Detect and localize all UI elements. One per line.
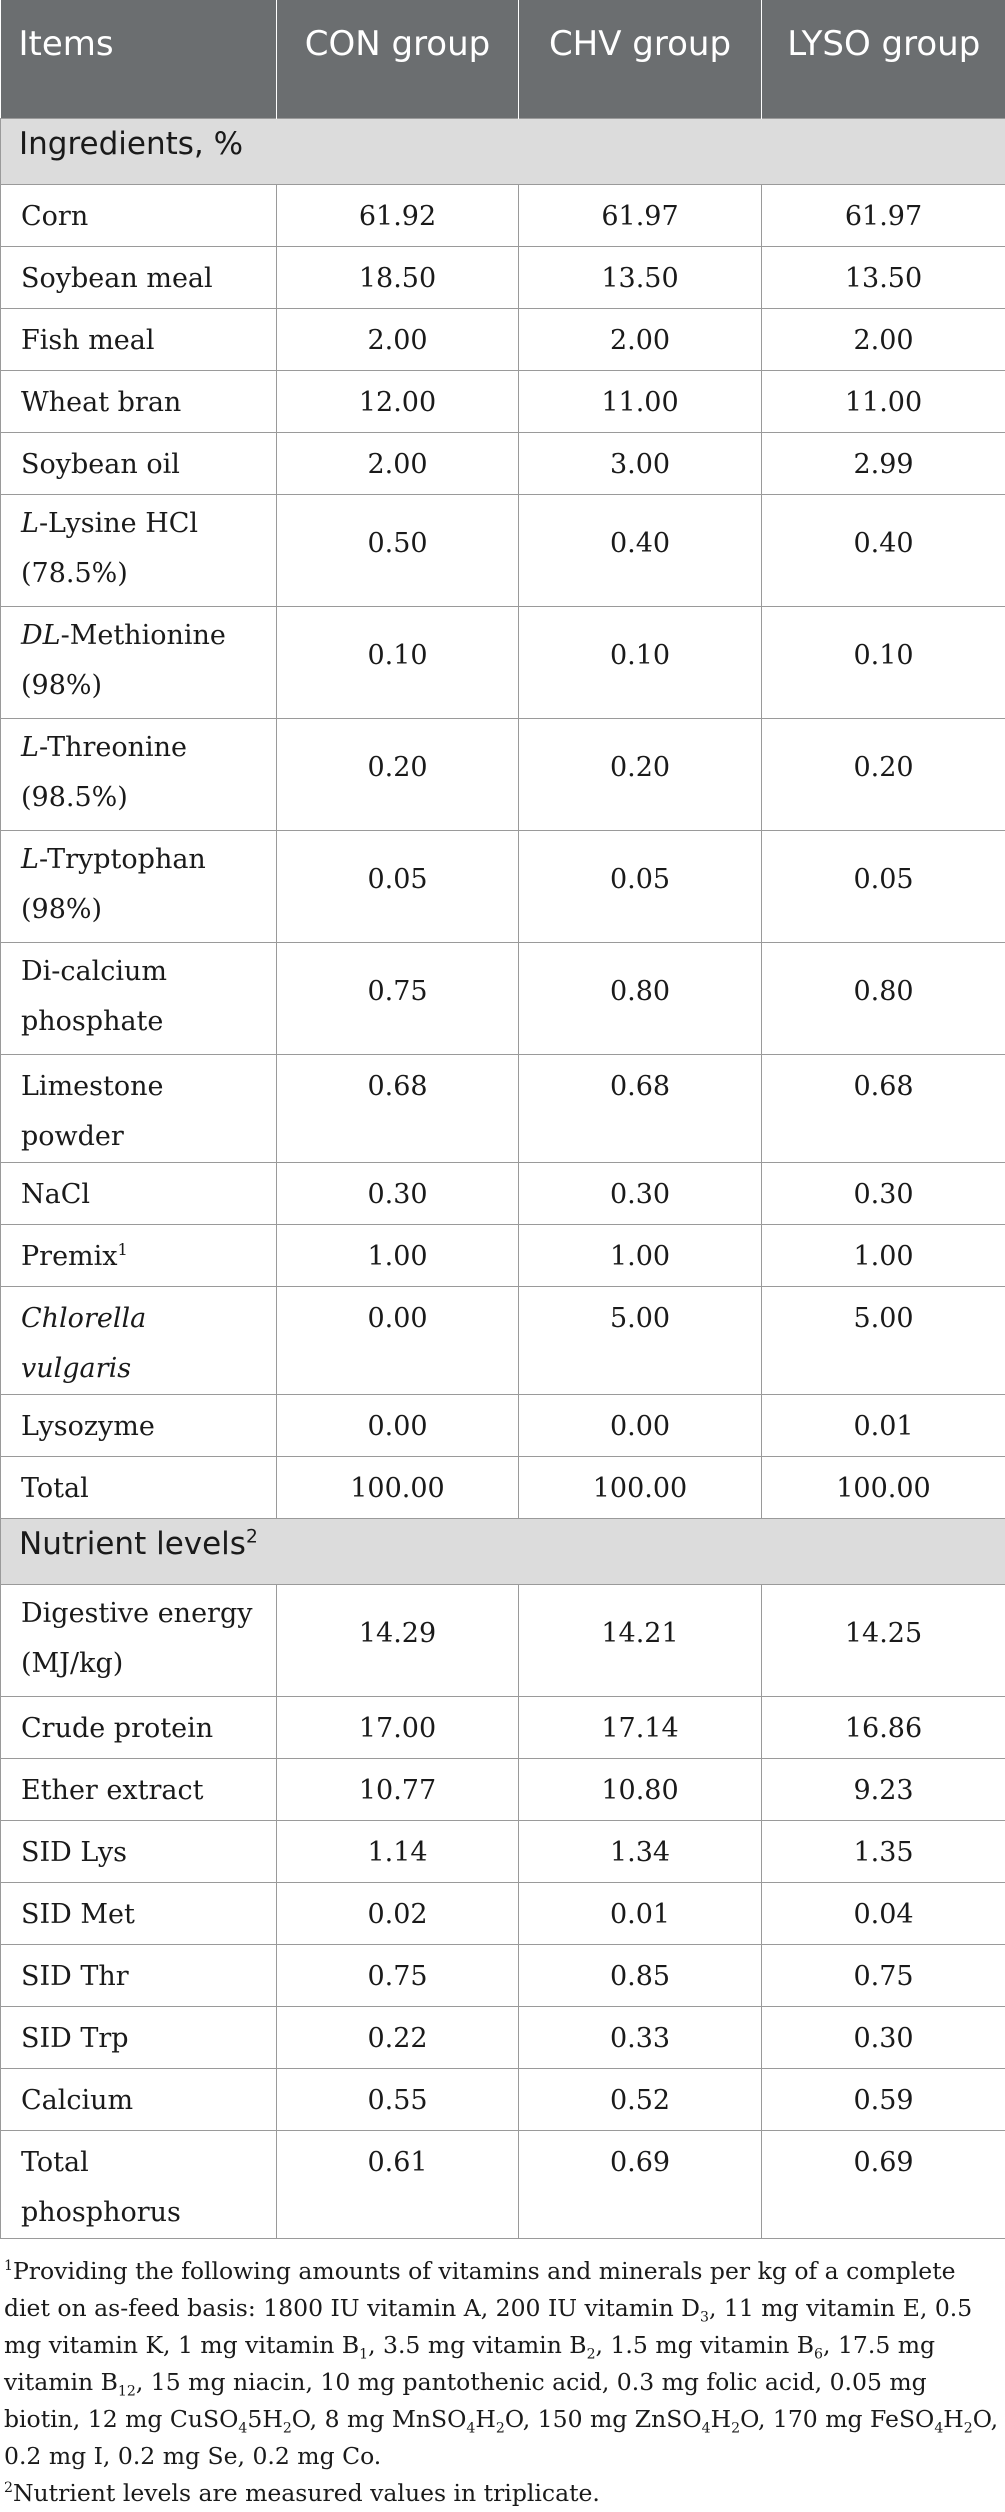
lyso-value: 0.68 (762, 1054, 1005, 1162)
chv-value: 0.30 (519, 1162, 762, 1224)
row-label (1, 1054, 277, 1162)
table-row (1, 830, 1005, 942)
con-value: 14.29 (277, 1584, 519, 1696)
footnote-text: , 15 mg niacin, 10 mg pantothenic acid, 0.3 mg folic acid, 0.05 mg biotin, 12 mg CuSO (4, 2368, 927, 2433)
footnote-subscript: 4 (934, 2420, 943, 2436)
con-value: 2.00 (277, 432, 519, 494)
row-label (1, 942, 277, 1054)
con-value: 17.00 (277, 1696, 519, 1758)
section-title (1, 1518, 1005, 1584)
table-row (1, 1820, 1005, 1882)
table-row (1, 1162, 1005, 1224)
footnote-subscript: 4 (238, 2420, 247, 2436)
section-title-text: Ingredients, % (19, 126, 243, 162)
section-row (1, 118, 1005, 184)
row-label-text: Ether extract (21, 1775, 203, 1806)
footnote-subscript: 4 (466, 2420, 475, 2436)
table-row (1, 606, 1005, 718)
lyso-value: 0.80 (762, 942, 1005, 1054)
chv-value: 1.34 (519, 1820, 762, 1882)
table-row (1, 2130, 1005, 2238)
table-row (1, 1054, 1005, 1162)
con-value: 0.10 (277, 606, 519, 718)
lyso-value: 14.25 (762, 1584, 1005, 1696)
table-row (1, 370, 1005, 432)
row-label (1, 1394, 277, 1456)
lyso-value: 0.30 (762, 1162, 1005, 1224)
row-label (1, 1944, 277, 2006)
footnote-subscript: 6 (814, 2346, 823, 2362)
row-label (1, 1758, 277, 1820)
lyso-value: 11.00 (762, 370, 1005, 432)
row-label (1, 1696, 277, 1758)
chv-value: 5.00 (519, 1286, 762, 1394)
lyso-value: 0.10 (762, 606, 1005, 718)
chv-value: 14.21 (519, 1584, 762, 1696)
chv-value: 100.00 (519, 1456, 762, 1518)
row-label (1, 1882, 277, 1944)
footnote-text: H (475, 2405, 496, 2433)
row-label-text: SID Lys (21, 1837, 127, 1868)
chv-value: 0.10 (519, 606, 762, 718)
chv-value: 3.00 (519, 432, 762, 494)
con-value: 0.50 (277, 494, 519, 606)
footnote-text: O, 0.2 mg I, 0.2 mg Se, 0.2 mg Co. (4, 2405, 998, 2470)
lyso-value: 1.00 (762, 1224, 1005, 1286)
footnote-subscript: 1 (359, 2346, 368, 2362)
lyso-value: 2.99 (762, 432, 1005, 494)
chv-value: 61.97 (519, 184, 762, 246)
lyso-value: 0.30 (762, 2006, 1005, 2068)
table-row (1, 718, 1005, 830)
row-label-text: Crude protein (21, 1713, 213, 1744)
table-row (1, 308, 1005, 370)
row-label (1, 1820, 277, 1882)
table-row (1, 942, 1005, 1054)
lyso-value: 0.59 (762, 2068, 1005, 2130)
con-value: 0.55 (277, 2068, 519, 2130)
footnote-2-marker: 2 (4, 2480, 13, 2496)
con-value: 0.30 (277, 1162, 519, 1224)
footnote-text: , 1.5 mg vitamin B (596, 2331, 815, 2359)
row-label (1, 718, 277, 830)
section-title (1, 118, 1005, 184)
con-value: 2.00 (277, 308, 519, 370)
chv-value: 0.80 (519, 942, 762, 1054)
con-value: 18.50 (277, 246, 519, 308)
table-row (1, 1394, 1005, 1456)
footnote-text: O, 150 mg ZnSO (505, 2405, 702, 2433)
row-label-footnote-marker: 1 (118, 1240, 128, 1259)
row-label (1, 606, 277, 718)
con-value: 100.00 (277, 1456, 519, 1518)
chv-value: 0.68 (519, 1054, 762, 1162)
footnote-text: 5H (247, 2405, 282, 2433)
row-label-text: Limestone powder (21, 1071, 163, 1152)
lyso-value: 5.00 (762, 1286, 1005, 1394)
table-row (1, 246, 1005, 308)
row-label (1, 1162, 277, 1224)
lyso-value: 0.75 (762, 1944, 1005, 2006)
row-label (1, 432, 277, 494)
con-value: 0.00 (277, 1286, 519, 1394)
row-label (1, 1456, 277, 1518)
row-label-text: Fish meal (21, 325, 155, 356)
header-row (1, 0, 1005, 118)
lyso-value: 0.04 (762, 1882, 1005, 1944)
con-value: 0.75 (277, 1944, 519, 2006)
footnote-text: , 11 mg vitamin E, 0.5 mg vitamin K, 1 mg vitamin B (4, 2294, 972, 2359)
table-row (1, 1286, 1005, 1394)
chv-value: 10.80 (519, 1758, 762, 1820)
row-label-text: Lysozyme (21, 1411, 155, 1442)
table-body (1, 118, 1005, 2238)
lyso-value: 0.01 (762, 1394, 1005, 1456)
con-value: 10.77 (277, 1758, 519, 1820)
footnote-text: H (711, 2405, 732, 2433)
row-label (1, 246, 277, 308)
table-row (1, 1882, 1005, 1944)
row-label (1, 370, 277, 432)
lyso-value: 0.40 (762, 494, 1005, 606)
table-row (1, 494, 1005, 606)
chv-value: 1.00 (519, 1224, 762, 1286)
row-label-text: Corn (21, 201, 88, 232)
lyso-value: 100.00 (762, 1456, 1005, 1518)
footnote-text: H (943, 2405, 964, 2433)
row-label-italic: DL (21, 620, 61, 651)
footnote-1 (4, 2253, 1001, 2475)
footnote-text: , 3.5 mg vitamin B (368, 2331, 587, 2359)
lyso-value: 0.05 (762, 830, 1005, 942)
row-label (1, 184, 277, 246)
footnote-subscript: 2 (731, 2420, 740, 2436)
con-value: 1.00 (277, 1224, 519, 1286)
lyso-value: 2.00 (762, 308, 1005, 370)
con-value: 61.92 (277, 184, 519, 246)
footnote-1-marker: 1 (4, 2258, 13, 2274)
footnote-2-text: Nutrient levels are measured values in triplicate. (13, 2479, 600, 2507)
footnote-2 (4, 2475, 1001, 2512)
footnote-subscript: 3 (700, 2309, 709, 2325)
row-label-text: -Lysine HCl (78.5%) (21, 508, 198, 589)
row-label-text: Wheat bran (21, 387, 181, 418)
chv-value: 0.20 (519, 718, 762, 830)
table-row (1, 2006, 1005, 2068)
footnote-subscript: 2 (496, 2420, 505, 2436)
con-value: 0.05 (277, 830, 519, 942)
con-value: 0.20 (277, 718, 519, 830)
row-label-text: -Threonine (98.5%) (21, 732, 187, 813)
lyso-value: 9.23 (762, 1758, 1005, 1820)
table-row (1, 2068, 1005, 2130)
header-items: Items (1, 0, 277, 118)
row-label-text: -Tryptophan (98%) (21, 844, 206, 925)
con-value: 1.14 (277, 1820, 519, 1882)
row-label-text: NaCl (21, 1179, 90, 1210)
con-value: 0.61 (277, 2130, 519, 2238)
chv-value: 0.05 (519, 830, 762, 942)
chv-value: 0.33 (519, 2006, 762, 2068)
row-label-text: SID Thr (21, 1961, 129, 1992)
lyso-value: 61.97 (762, 184, 1005, 246)
row-label-italic: L (21, 844, 39, 875)
row-label-italic: Chlorella vulgaris (21, 1303, 146, 1384)
row-label-text: -Methionine (98%) (21, 620, 226, 701)
section-row (1, 1518, 1005, 1584)
lyso-value: 13.50 (762, 246, 1005, 308)
row-label (1, 1584, 277, 1696)
footnote-text: Providing the following amounts of vitamins and minerals per kg of a complete diet on as-feed basis: 1800 IU vitamin A, 200 IU vitamin D (4, 2257, 956, 2322)
chv-value: 0.01 (519, 1882, 762, 1944)
row-label (1, 494, 277, 606)
row-label (1, 2130, 277, 2238)
chv-value: 0.00 (519, 1394, 762, 1456)
table-row (1, 1584, 1005, 1696)
chv-value: 2.00 (519, 308, 762, 370)
row-label-text: Total phosphorus (21, 2147, 181, 2228)
lyso-value: 0.20 (762, 718, 1005, 830)
lyso-value: 1.35 (762, 1820, 1005, 1882)
row-label-italic: L (21, 508, 39, 539)
table-row (1, 1758, 1005, 1820)
row-label-text: Premix (21, 1241, 118, 1272)
con-value: 0.75 (277, 942, 519, 1054)
table-row (1, 1696, 1005, 1758)
row-label-text: Calcium (21, 2085, 133, 2116)
footnote-subscript: 2 (964, 2420, 973, 2436)
row-label (1, 308, 277, 370)
row-label (1, 1286, 277, 1394)
footnote-subscript: 2 (587, 2346, 596, 2362)
con-value: 0.02 (277, 1882, 519, 1944)
row-label-text: Di-calcium phosphate (21, 956, 167, 1037)
header-con-group: CON group (277, 0, 519, 118)
row-label-text: Soybean meal (21, 263, 213, 294)
chv-value: 11.00 (519, 370, 762, 432)
footnote-subscript: 12 (118, 2383, 136, 2399)
row-label-italic: L (21, 732, 39, 763)
chv-value: 0.52 (519, 2068, 762, 2130)
row-label (1, 2068, 277, 2130)
lyso-value: 0.69 (762, 2130, 1005, 2238)
table-header (1, 0, 1005, 118)
table-footnotes (0, 2239, 1005, 2512)
con-value: 0.00 (277, 1394, 519, 1456)
footnote-subscript: 4 (702, 2420, 711, 2436)
row-label (1, 2006, 277, 2068)
row-label-text: SID Trp (21, 2023, 129, 2054)
chv-value: 0.40 (519, 494, 762, 606)
row-label-text: Soybean oil (21, 449, 180, 480)
con-value: 0.22 (277, 2006, 519, 2068)
chv-value: 0.69 (519, 2130, 762, 2238)
footnote-subscript: 2 (283, 2420, 292, 2436)
table-row (1, 1224, 1005, 1286)
table-row (1, 184, 1005, 246)
row-label (1, 830, 277, 942)
row-label-text: SID Met (21, 1899, 135, 1930)
footnote-text: , 17.5 mg vitamin B (4, 2331, 935, 2396)
footnote-text: O, 8 mg MnSO (292, 2405, 467, 2433)
chv-value: 0.85 (519, 1944, 762, 2006)
con-value: 12.00 (277, 370, 519, 432)
lyso-value: 16.86 (762, 1696, 1005, 1758)
row-label-text: Total (21, 1473, 89, 1504)
section-title-text: Nutrient levels (19, 1526, 246, 1562)
table-row (1, 1944, 1005, 2006)
section-title-footnote-marker: 2 (246, 1526, 258, 1547)
header-lyso-group: LYSO group (762, 0, 1005, 118)
header-chv-group: CHV group (519, 0, 762, 118)
table-row (1, 432, 1005, 494)
chv-value: 17.14 (519, 1696, 762, 1758)
footnote-text: O, 170 mg FeSO (740, 2405, 934, 2433)
row-label-text: Digestive energy (MJ/kg) (21, 1598, 253, 1679)
row-label (1, 1224, 277, 1286)
table-row (1, 1456, 1005, 1518)
con-value: 0.68 (277, 1054, 519, 1162)
chv-value: 13.50 (519, 246, 762, 308)
